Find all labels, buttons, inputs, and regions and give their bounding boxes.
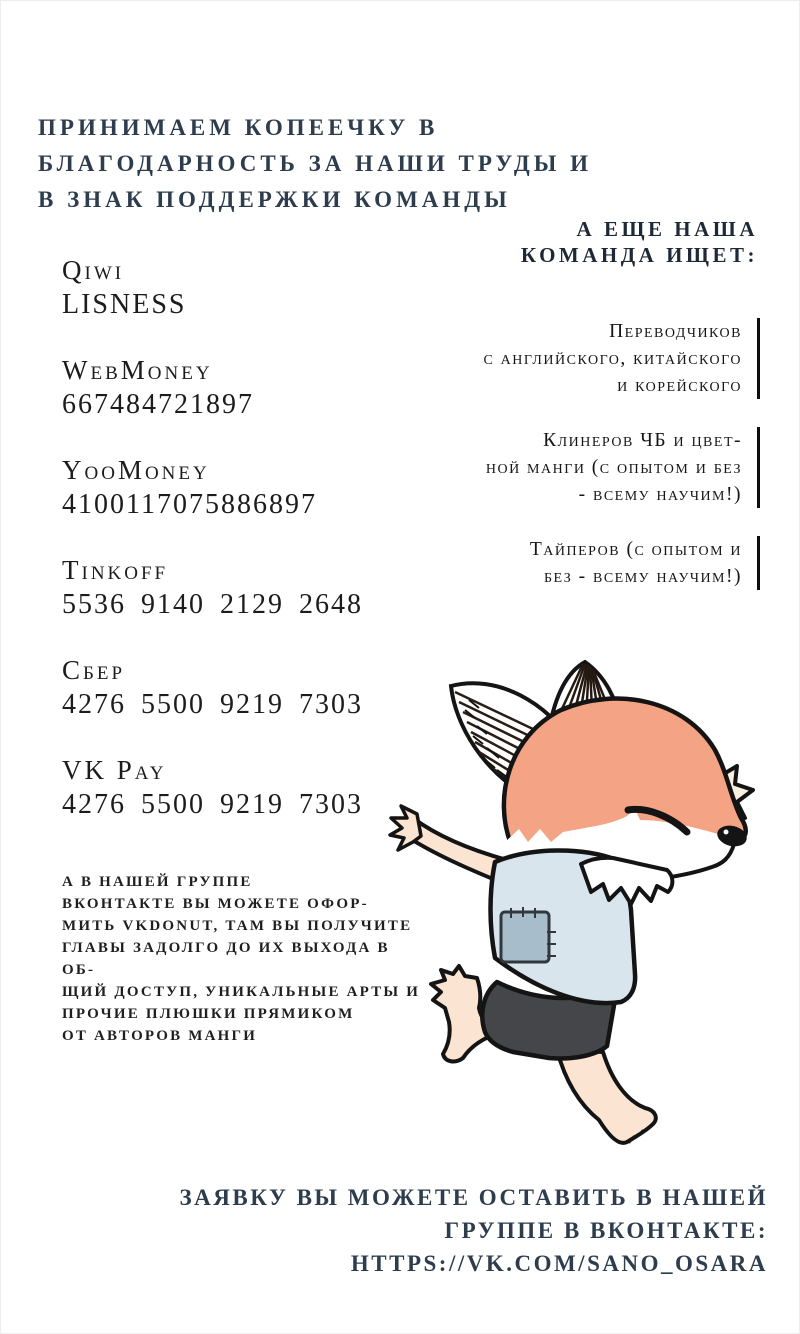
heading-line: В ЗНАК ПОДДЕРЖКИ КОМАНДЫ [38, 187, 511, 212]
recruitment-item-cleaners [424, 427, 760, 508]
heading-line: БЛАГОДАРНОСТЬ ЗА НАШИ ТРУДЫ И [38, 151, 592, 176]
payment-method-account: 4276 5500 9219 7303 [62, 689, 363, 720]
note-line: ОТ АВТОРОВ МАНГИ [62, 1028, 258, 1044]
fox-shirt-patch [501, 907, 556, 962]
payment-method-item [62, 654, 392, 722]
note-line: ГЛАВЫ ЗАДОЛГО ДО ИХ ВЫХОДА В ОБ- [62, 940, 390, 978]
payment-method-name: VK Pay [62, 755, 167, 785]
note-line: ПРОЧИЕ ПЛЮШКИ ПРЯМИКОМ [62, 1006, 355, 1022]
payment-method-account: 4100117075886897 [62, 489, 317, 520]
recruitment-heading [398, 216, 758, 268]
heading-line: КОМАНДА ИЩЕТ: [520, 243, 758, 267]
footer-note [23, 1181, 768, 1280]
payment-method-account: 4276 5500 9219 7303 [62, 789, 363, 820]
heading-line: А ЕЩЕ НАША [576, 217, 758, 241]
vk-donut-note [62, 871, 422, 1047]
recruitment-list [424, 318, 760, 618]
donations-heading [38, 110, 638, 218]
payment-method-item [62, 554, 392, 622]
payment-method-account: LISNESS [62, 289, 187, 320]
payment-method-name: YooMoney [62, 455, 210, 485]
recruitment-item-line: с английского, китайского [483, 348, 742, 369]
payment-method-item [62, 754, 392, 822]
payment-methods-list [62, 254, 392, 854]
heading-line: ПРИНИМАЕМ КОПЕЕЧКУ В [38, 115, 439, 140]
payment-method-account: 5536 9140 2129 2648 [62, 589, 363, 620]
payment-method-item [62, 354, 392, 422]
fox-mascot-illustration [385, 648, 785, 1168]
recruitment-item-line: Клинеров ЧБ и цвет- [543, 430, 742, 451]
note-line: МИТЬ VKDONUT, ТАМ ВЫ ПОЛУЧИТЕ [62, 918, 413, 934]
footer-line: ГРУППЕ В ВКОНТАКТЕ: HTTPS://VK.COM/SANO_OSARA [350, 1218, 768, 1276]
footer-line: ЗАЯВКУ ВЫ МОЖЕТЕ ОСТАВИТЬ В НАШЕЙ [179, 1185, 768, 1210]
recruitment-item-line: без - всему научим!) [543, 566, 742, 587]
payment-method-account: 667484721897 [62, 389, 254, 420]
fox-front-leg [557, 1050, 656, 1143]
note-line: ЩИЙ ДОСТУП, УНИКАЛЬНЫЕ АРТЫ И [62, 984, 421, 1000]
recruitment-item-line: - всему научим!) [578, 484, 742, 505]
recruitment-item-typesetters [424, 536, 760, 590]
payment-method-name: Сбер [62, 655, 126, 685]
payment-method-name: Tinkoff [62, 555, 169, 585]
payment-method-item [62, 454, 392, 522]
note-line: А В НАШЕЙ ГРУППЕ [62, 874, 253, 890]
payment-method-item [62, 254, 392, 322]
payment-method-name: WebMoney [62, 355, 213, 385]
recruitment-item-line: ной манги (с опытом и без [485, 457, 742, 478]
note-line: ВКОНТАКТЕ ВЫ МОЖЕТЕ ОФОР- [62, 896, 369, 912]
payment-method-name: Qiwi [62, 255, 125, 285]
recruitment-item-line: Переводчиков [609, 321, 742, 342]
recruitment-item-translators [424, 318, 760, 399]
recruitment-item-line: и корейского [617, 375, 742, 396]
recruitment-item-line: Тайперов (с опытом и [529, 539, 742, 560]
